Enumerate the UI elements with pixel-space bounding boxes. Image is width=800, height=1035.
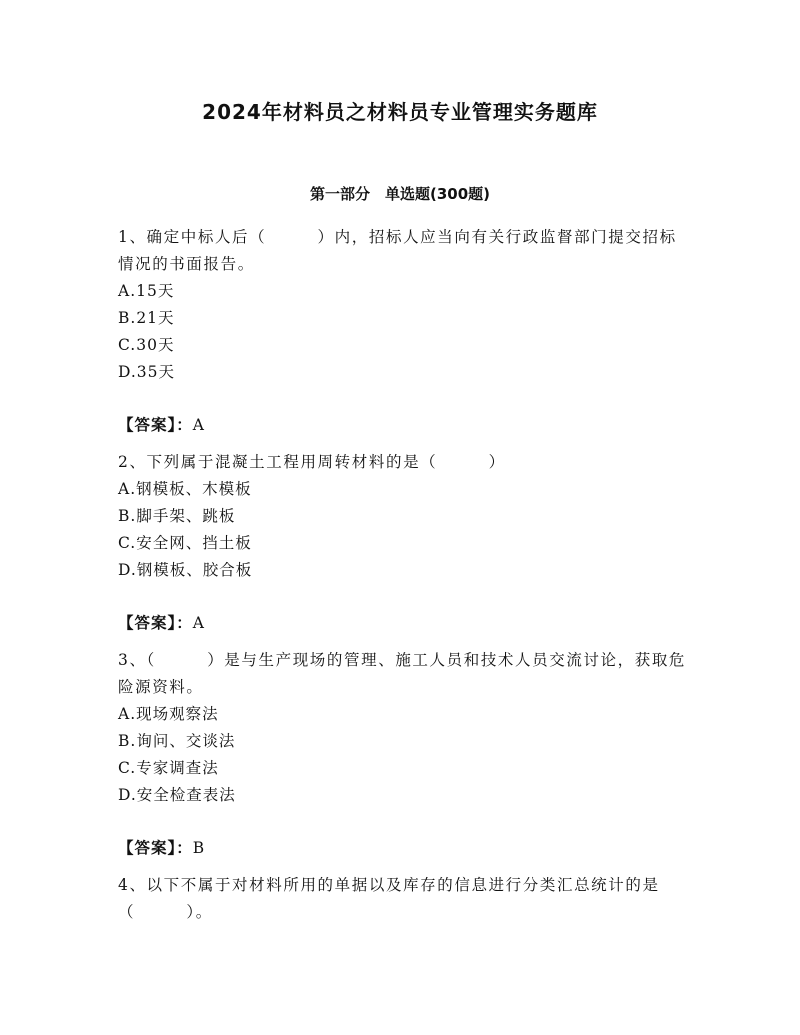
answer-label: 【答案】： <box>118 416 193 434</box>
question-3 <box>118 647 688 862</box>
question-stem: 2、下列属于混凝土工程用周转材料的是（ ） <box>118 453 506 471</box>
answer-label: 【答案】： <box>118 839 193 857</box>
answer-value: A <box>192 416 205 434</box>
question-stem: 1、确定中标人后（ ）内，招标人应当向有关行政监督部门提交招标情况的书面报告。 <box>118 228 677 273</box>
answer-line <box>118 412 688 439</box>
question-1 <box>118 224 688 439</box>
answer-label: 【答案】： <box>118 614 193 632</box>
question-list <box>118 224 688 926</box>
answer-line <box>118 610 688 637</box>
section-heading: 第一部分 单选题(300题) <box>309 185 491 203</box>
answer-value: A <box>192 614 205 632</box>
option-a: A.现场观察法 <box>118 705 219 723</box>
option-b: B.询问、交谈法 <box>118 732 236 750</box>
question-4 <box>118 872 688 926</box>
option-d: D.安全检查表法 <box>118 786 236 804</box>
question-stem: 4、以下不属于对材料所用的单据以及库存的信息进行分类汇总统计的是（ ）。 <box>118 876 660 921</box>
option-c: C.专家调查法 <box>118 759 219 777</box>
option-a: A.15天 <box>118 282 175 300</box>
answer-value: B <box>192 839 206 857</box>
option-a: A.钢模板、木模板 <box>118 480 252 498</box>
question-2 <box>118 449 688 637</box>
document-title: 2024年材料员之材料员专业管理实务题库 <box>202 100 598 124</box>
option-b: B.21天 <box>118 309 175 327</box>
option-c: C.30天 <box>118 336 175 354</box>
answer-line <box>118 835 688 862</box>
option-c: C.安全网、挡土板 <box>118 534 252 552</box>
question-stem: 3、（ ）是与生产现场的管理、施工人员和技术人员交流讨论，获取危险源资料。 <box>118 651 687 696</box>
option-d: D.35天 <box>118 363 176 381</box>
option-b: B.脚手架、跳板 <box>118 507 236 525</box>
option-d: D.钢模板、胶合板 <box>118 561 253 579</box>
